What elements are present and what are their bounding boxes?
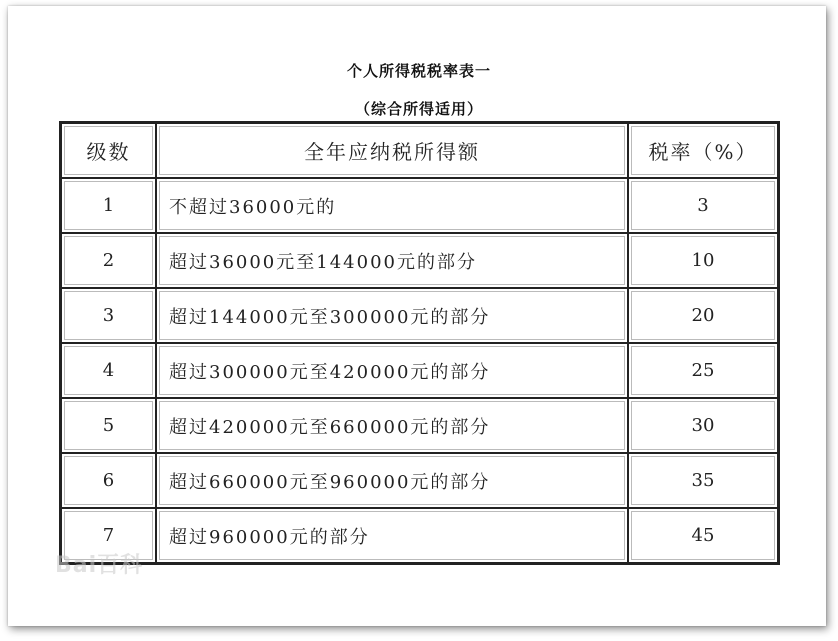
row-range: 超过144000元至300000元的部分 xyxy=(156,288,628,343)
tax-rate-table xyxy=(59,121,780,565)
table-row xyxy=(61,288,778,343)
row-rate: 25 xyxy=(628,343,778,398)
table-title: 个人所得税税率表一 xyxy=(346,62,491,80)
table-subtitle: （综合所得适用） xyxy=(354,100,483,118)
header-level: 级数 xyxy=(61,123,156,178)
row-level: 2 xyxy=(61,233,156,288)
table-header-row xyxy=(61,123,778,178)
row-range: 超过660000元至960000元的部分 xyxy=(156,453,628,508)
row-rate: 45 xyxy=(628,508,778,563)
row-level: 6 xyxy=(61,453,156,508)
row-rate: 10 xyxy=(628,233,778,288)
baike-watermark: Bai百科 xyxy=(55,553,144,578)
row-rate: 35 xyxy=(628,453,778,508)
table-row xyxy=(61,233,778,288)
header-income-range: 全年应纳税所得额 xyxy=(156,123,628,178)
row-level: 4 xyxy=(61,343,156,398)
row-level: 7 xyxy=(61,508,156,563)
row-rate: 3 xyxy=(628,178,778,233)
row-rate: 30 xyxy=(628,398,778,453)
header-tax-rate: 税率（%） xyxy=(628,123,778,178)
table-row xyxy=(61,453,778,508)
table-row xyxy=(61,398,778,453)
row-rate: 20 xyxy=(628,288,778,343)
row-level: 5 xyxy=(61,398,156,453)
row-level: 1 xyxy=(61,178,156,233)
row-range: 超过960000元的部分 xyxy=(156,508,628,563)
row-range: 超过36000元至144000元的部分 xyxy=(156,233,628,288)
row-range: 不超过36000元的 xyxy=(156,178,628,233)
row-range: 超过300000元至420000元的部分 xyxy=(156,343,628,398)
table-row xyxy=(61,343,778,398)
row-level: 3 xyxy=(61,288,156,343)
table-row xyxy=(61,508,778,563)
table-row xyxy=(61,178,778,233)
row-range: 超过420000元至660000元的部分 xyxy=(156,398,628,453)
